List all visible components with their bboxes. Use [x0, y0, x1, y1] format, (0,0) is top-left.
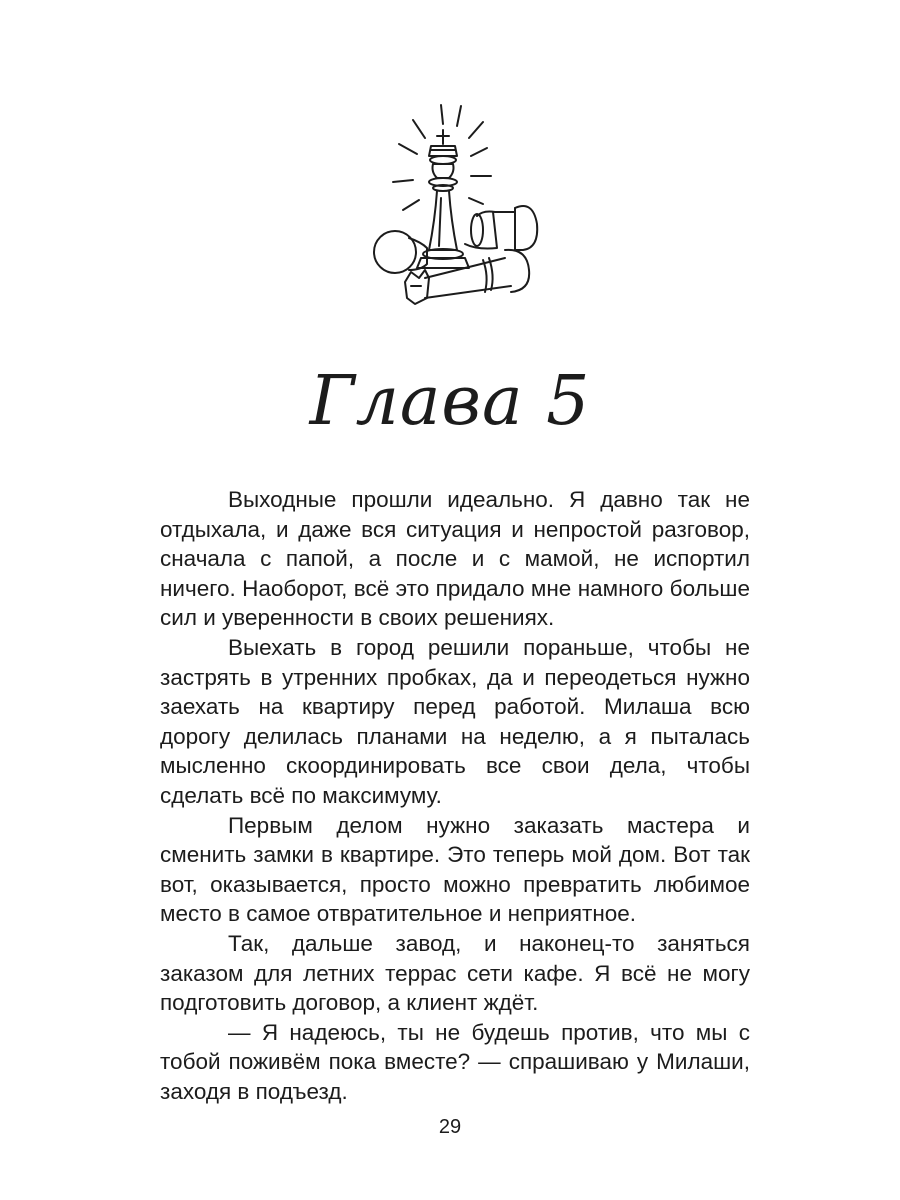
paragraph: Первым делом нужно заказать мастера и сменить замки в квартире. Это теперь мой дом. Вот так вот, оказывается, просто можно превратить любимое место в самое отвратительное и неприятное. [160, 812, 750, 927]
paragraph: Так, дальше завод, и наконец-то заняться заказом для летних террас сети кафе. Я всё не могу подготовить договор, а клиент ждёт. [160, 930, 750, 1016]
chapter-title: Глава 5 [309, 362, 591, 441]
chapter-body [160, 485, 750, 1106]
paragraph: — Я надеюсь, ты не будешь против, что мы с тобой поживём пока вместе? — спрашиваю у Милаши, заходя в подъезд. [160, 1019, 750, 1104]
chess-pieces-icon [365, 100, 555, 315]
page-number: 29 [438, 1116, 462, 1138]
paragraph: Выехать в город решили пораньше, чтобы не застрять в утренних пробках, да и переодеться нужно заехать на квартиру перед работой. Милаша всю дорогу делилась планами на неделю, а я пыталась мысленно скоординировать все свои дела, чтобы сделать всё по максимуму. [160, 634, 750, 808]
paragraph: Выходные прошли идеально. Я давно так не отдыхала, и даже вся ситуация и непростой разговор, сначала с папой, а после и с мамой, не испортил ничего. Наоборот, всё это придало мне намного больше сил и уверенности в своих решениях. [160, 487, 750, 631]
